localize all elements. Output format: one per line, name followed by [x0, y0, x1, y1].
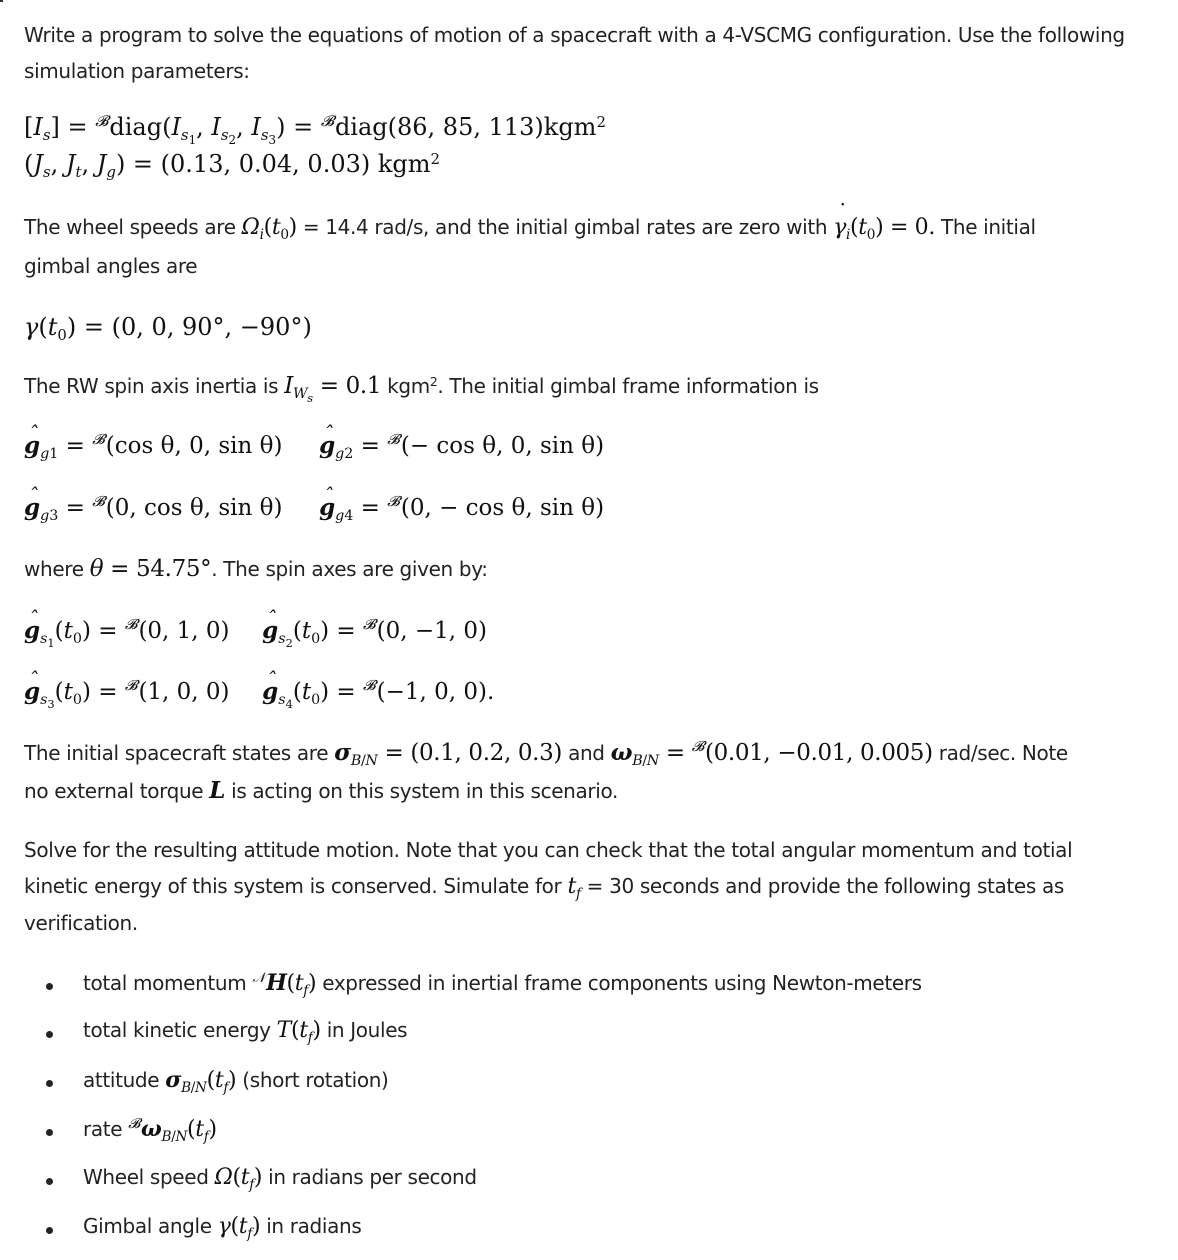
solve-text-b: = 30 seconds and provide the following states as — [586, 874, 1064, 898]
list-item-text: expressed in inertial frame components using Newton-meters — [322, 971, 922, 996]
gimbal-angles-intro: gimbal angles are — [24, 254, 198, 278]
rw-inertia-prefix: The RW spin axis inertia is — [24, 374, 279, 398]
bullet-marker — [46, 983, 53, 990]
intro-line-1: Write a program to solve the equations of motion of a spacecraft with a 4-VSCMG configuration. Use the following — [24, 23, 1125, 47]
wheel-speed-value: = 14.4 rad/s, and the initial gimbal rates are zero with — [296, 215, 828, 239]
spin-axis-s3: (1, 0, 0) — [138, 679, 230, 705]
rw-inertia-unit: kgm — [387, 374, 430, 398]
bullet-marker — [46, 1080, 53, 1087]
omega-unit: rad/sec. Note — [938, 741, 1068, 765]
solve-line-1: Solve for the resulting attitude motion. Note that you can check that the total angular momentum and totial — [24, 838, 1073, 862]
spin-axis-s2: (0, −1, 0) — [376, 618, 487, 644]
list-item-momentum: total momentum $^𝒩H(t_f)$ expressed in inertial frame components using Newton-meters — [83, 970, 922, 999]
list-item-text: total momentum — [83, 971, 247, 996]
initial-states-prefix: The initial spacecraft states are — [24, 741, 329, 765]
list-item-text: total kinetic energy — [83, 1018, 271, 1042]
gimbal-angle-equation: $\gamma(t_0) = (0$, 0, 90°, −90°) — [24, 313, 312, 345]
bullet-marker — [46, 1031, 53, 1038]
list-item-text: Wheel speed — [83, 1165, 209, 1189]
gimbal-g3: (0, cos θ, sin θ) — [105, 495, 283, 521]
initial-states-line-1: The initial spacecraft states are $\sigma_{B/N} = (0.1$, 0.2, 0.3) and $\omega_{B/N} = ^𝓑(0.01$, −0.01, 0.005) rad/sec. Note — [24, 739, 1068, 769]
list-item-text: attitude — [83, 1068, 160, 1092]
bullet-marker — [46, 1227, 53, 1234]
list-item-energy: total kinetic energy $T(t_f)$ in Joules — [83, 1018, 408, 1046]
corner-mark — [0, 0, 3, 2]
spin-axis-s4: (−1, 0, 0). — [376, 679, 495, 705]
torque-suffix: is acting on this system in this scenario. — [231, 779, 619, 803]
rw-inertia-value: 0.1 — [345, 373, 382, 399]
solve-line-3: verification. — [24, 911, 138, 935]
gimbal-frame-row-2: ˆ $g_{g3} = ^𝓑(0$, cos θ, sin θ) ˆ $g_{g4} = ^𝓑(0$, − cos θ, sin θ) — [24, 494, 604, 521]
list-item-wheel-speed: Wheel speed $\Omega(t_f)$ in radians per second — [83, 1165, 477, 1193]
list-item-text: rate — [83, 1117, 123, 1142]
gimbal-angle-values: (0, 0, 90°, −90°) — [111, 313, 312, 341]
list-item-rate: rate $^𝓑\omega_{B/N}(t_f)$ — [83, 1116, 217, 1145]
wheel-inertia-values: (0.13, 0.04, 0.03) kgm — [160, 150, 431, 178]
sigma-initial: (0.1, 0.2, 0.3) — [410, 740, 563, 766]
list-item-text: in radians — [266, 1214, 362, 1238]
rw-inertia-line: The RW spin axis inertia is $I_{W_s} = 0.1$ kgm$^2$. The initial gimbal frame information is — [24, 373, 819, 405]
spin-axes-row-2: ˆ $g_{s_3}(t_0) = ^𝓑(1$, 0, 0) ˆ $g_{s_4}(t_0) = ^𝓑(-1$, 0, 0). — [24, 678, 494, 705]
gimbal-g2: (− cos θ, 0, sin θ) — [400, 433, 605, 459]
solve-line-2: kinetic energy of this system is conserved. Simulate for $t_f = 30$ seconds and provide the following states as — [24, 874, 1064, 902]
bullet-marker — [46, 1129, 53, 1136]
gimbal-g4: (0, − cos θ, sin θ) — [400, 495, 605, 521]
theta-suffix: . The spin axes are given by: — [211, 557, 488, 581]
list-item-text: in Joules — [326, 1018, 408, 1042]
torque-prefix: no external torque — [24, 779, 204, 803]
wheel-speed-line: The wheel speeds are $\Omega_i(t_0) = 14.4$ rad/s, and the initial gimbal rates are zero with ˙ $\gamma_i(t_0) = 0$. The initial — [24, 215, 1036, 240]
list-item-text: Gimbal angle — [83, 1214, 212, 1238]
initial-states-line-2: no external torque L is acting on this system in this scenario. — [24, 777, 619, 804]
inertia-equation-1: $[I_s]$ = $^𝓑diag(I_{s_1}$, $I_{s_2}$, $I_{s_3}$) = $^𝓑$diag(86, 85, 113)kgm$^2$ — [24, 112, 606, 148]
list-item-text: (short rotation) — [242, 1068, 389, 1092]
gimbal-g1: (cos θ, 0, sin θ) — [105, 433, 283, 459]
inertia-equation-2: ($J_s$, $J_t$, $J_g) = (0.13$, 0.04, 0.03) kgm$^2$ — [24, 149, 440, 182]
theta-line: where θ = 54.75°. The spin axes are given by: — [24, 556, 488, 582]
rw-inertia-suffix: . The initial gimbal frame information is — [437, 374, 819, 398]
bullet-marker — [46, 1178, 53, 1185]
theta-prefix: where — [24, 557, 84, 581]
list-item-attitude: attitude $\sigma_{B/N}(t_f)$ (short rotation) — [83, 1067, 389, 1096]
inertia-values: diag(86, 85, 113)kgm — [334, 112, 597, 141]
list-item-text: in radians per second — [268, 1165, 477, 1189]
gimbal-frame-row-1: ˆ $g_{g1} = ^𝓑(\cos$ θ, 0, sin θ) ˆ $g_{g2} = ^𝓑(- \cos \theta$, 0, sin θ) — [24, 432, 604, 459]
wheel-speed-text: The wheel speeds are — [24, 215, 236, 239]
initial-text: The initial — [941, 215, 1036, 239]
list-item-gimbal-angle: Gimbal angle $\gamma(t_f)$ in radians — [83, 1214, 362, 1242]
solve-text-a: kinetic energy of this system is conserved. Simulate for — [24, 874, 562, 898]
intro-line-2: simulation parameters: — [24, 59, 250, 83]
omega-initial: (0.01, −0.01, 0.005) — [704, 740, 933, 766]
theta-value: 54.75° — [136, 556, 212, 582]
spin-axis-s1: (0, 1, 0) — [138, 618, 230, 644]
and-text: and — [568, 741, 605, 765]
spin-axes-row-1: ˆ $g_{s_1}(t_0) = ^𝓑(0$, 1, 0) ˆ $g_{s_2}(t_0) = ^𝓑(0$, −1, 0) — [24, 617, 487, 644]
